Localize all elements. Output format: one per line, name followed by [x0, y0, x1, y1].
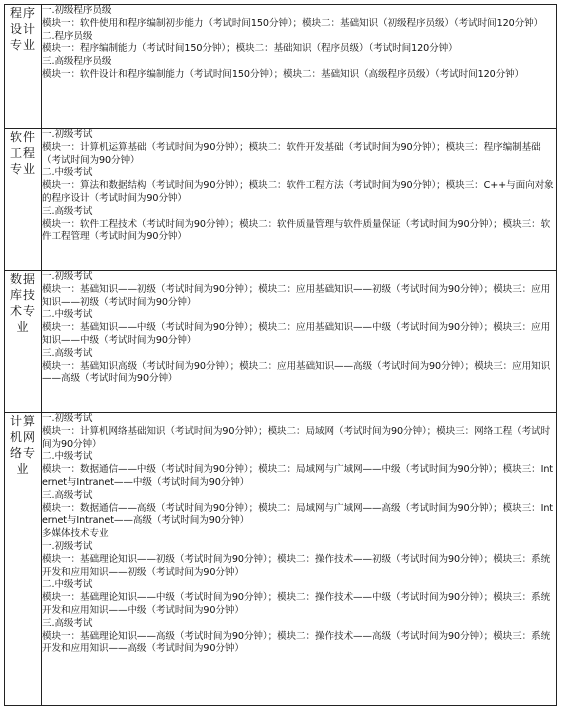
- sub-major-heading: 多媒体技术专业: [42, 528, 109, 540]
- exam-table: [4, 4, 557, 706]
- major-cell: [5, 413, 42, 706]
- module-text: 模块一：软件设计和程序编制能力（考试时间150分钟）；模块二：基础知识（高级程序员级）（考试时间120分钟）: [42, 68, 525, 80]
- level-heading: 一.初级考试: [42, 540, 93, 552]
- level-heading: 一.初级考试: [42, 271, 93, 282]
- level-heading: 三.高级考试: [42, 205, 93, 217]
- content-cell: [42, 129, 557, 271]
- module-text: 模块一：程序编制能力（考试时间150分钟）；模块二：基础知识（程序员级）（考试时间120分钟）: [42, 43, 458, 55]
- table-row: [5, 413, 557, 706]
- module-text: 模块一：基础理论知识——中级（考试时间为90分钟）；模块二：操作技术——中级（考试时间为90分钟）；模块三：系统开发和应用知识——中级（考试时间为90分钟）: [42, 592, 551, 616]
- major-cell: [5, 5, 42, 129]
- level-heading: 二.程序员级: [42, 30, 93, 42]
- module-text: 模块一：基础知识——中级（考试时间为90分钟）；模块二：应用基础知识——中级（考试时间为90分钟）；模块三：应用知识——中级（考试时间为90分钟）: [42, 322, 551, 346]
- major-cell: [5, 129, 42, 271]
- major-name: 软件工程专业: [10, 130, 37, 176]
- level-heading: 三.高级考试: [42, 347, 93, 359]
- major-name: 数据库技术专业: [10, 272, 37, 334]
- major-name: 计算机网络专业: [10, 414, 37, 476]
- content-cell: [42, 271, 557, 413]
- module-text: 模块一：计算机网络基础知识（考试时间为90分钟）；模块二：局域网（考试时间为90分钟）；模块三：网络工程（考试时间为90分钟）: [42, 425, 551, 450]
- level-heading: 一.初级考试: [42, 129, 93, 140]
- level-heading: 二.中级考试: [42, 309, 93, 321]
- level-heading: 三.高级考试: [42, 617, 93, 629]
- level-heading: 二.中级考试: [42, 451, 93, 463]
- level-heading: 三.高级程序员级: [42, 56, 112, 68]
- module-text: 模块一：数据通信——中级（考试时间为90分钟）；模块二：局域网与广域网——中级（考试时间为90分钟）；模块三：Internet与Intranet——中级（考试时间为90分钟）: [42, 464, 553, 488]
- module-text: 模块一：基础理论知识——高级（考试时间为90分钟）；模块二：操作技术——高级（考试时间为90分钟）；模块三：系统开发和应用知识——高级（考试时间为90分钟）: [42, 630, 551, 655]
- module-text: 模块一：基础理论知识——初级（考试时间为90分钟）；模块二：操作技术——初级（考试时间为90分钟）；模块三：系统开发和应用知识——初级（考试时间为90分钟）: [42, 553, 551, 578]
- module-text: 模块一：软件工程技术（考试时间为90分钟）；模块二：软件质量管理与软件质量保证（考试时间为90分钟）；模块三：软件工程管理（考试时间为90分钟）: [42, 218, 551, 243]
- level-heading: 三.高级考试: [42, 489, 93, 501]
- level-heading: 一.初级考试: [42, 413, 93, 424]
- major-name: 程序设计专业: [10, 6, 37, 52]
- module-text: 模块一：软件使用和程序编制初步能力（考试时间150分钟）；模块二：基础知识（初级程序员级）（考试时间120分钟）: [42, 17, 544, 29]
- content-cell: [42, 5, 557, 129]
- module-text: 模块一：计算机运算基础（考试时间为90分钟）；模块二：软件开发基础（考试时间为90分钟）；模块三：程序编制基础（考试时间为90分钟）: [42, 141, 541, 166]
- module-text: 模块一：基础知识高级（考试时间为90分钟）；模块二：应用基础知识——高级（考试时间为90分钟）；模块三：应用知识——高级（考试时间为90分钟）: [42, 360, 551, 385]
- module-text: 模块一：基础知识——初级（考试时间为90分钟）；模块二：应用基础知识——初级（考试时间为90分钟）；模块三：应用知识——初级（考试时间为90分钟）: [42, 283, 551, 308]
- level-heading: 二.中级考试: [42, 579, 93, 591]
- module-text: 模块一：数据通信——高级（考试时间为90分钟）；模块二：局域网与广域网——高级（考试时间为90分钟）；模块三：Internet与Intranet——高级（考试时间为90分钟）: [42, 502, 553, 527]
- table-row: [5, 271, 557, 413]
- major-cell: [5, 271, 42, 413]
- table-row: [5, 129, 557, 271]
- module-text: 模块一：算法和数据结构（考试时间为90分钟）；模块二：软件工程方法（考试时间为90分钟）；模块三：C++与面向对象的程序设计（考试时间为90分钟）: [42, 180, 554, 204]
- level-heading: 一.初级程序员级: [42, 5, 112, 16]
- table-row: [5, 5, 557, 129]
- level-heading: 二.中级考试: [42, 167, 93, 179]
- content-cell: [42, 413, 557, 706]
